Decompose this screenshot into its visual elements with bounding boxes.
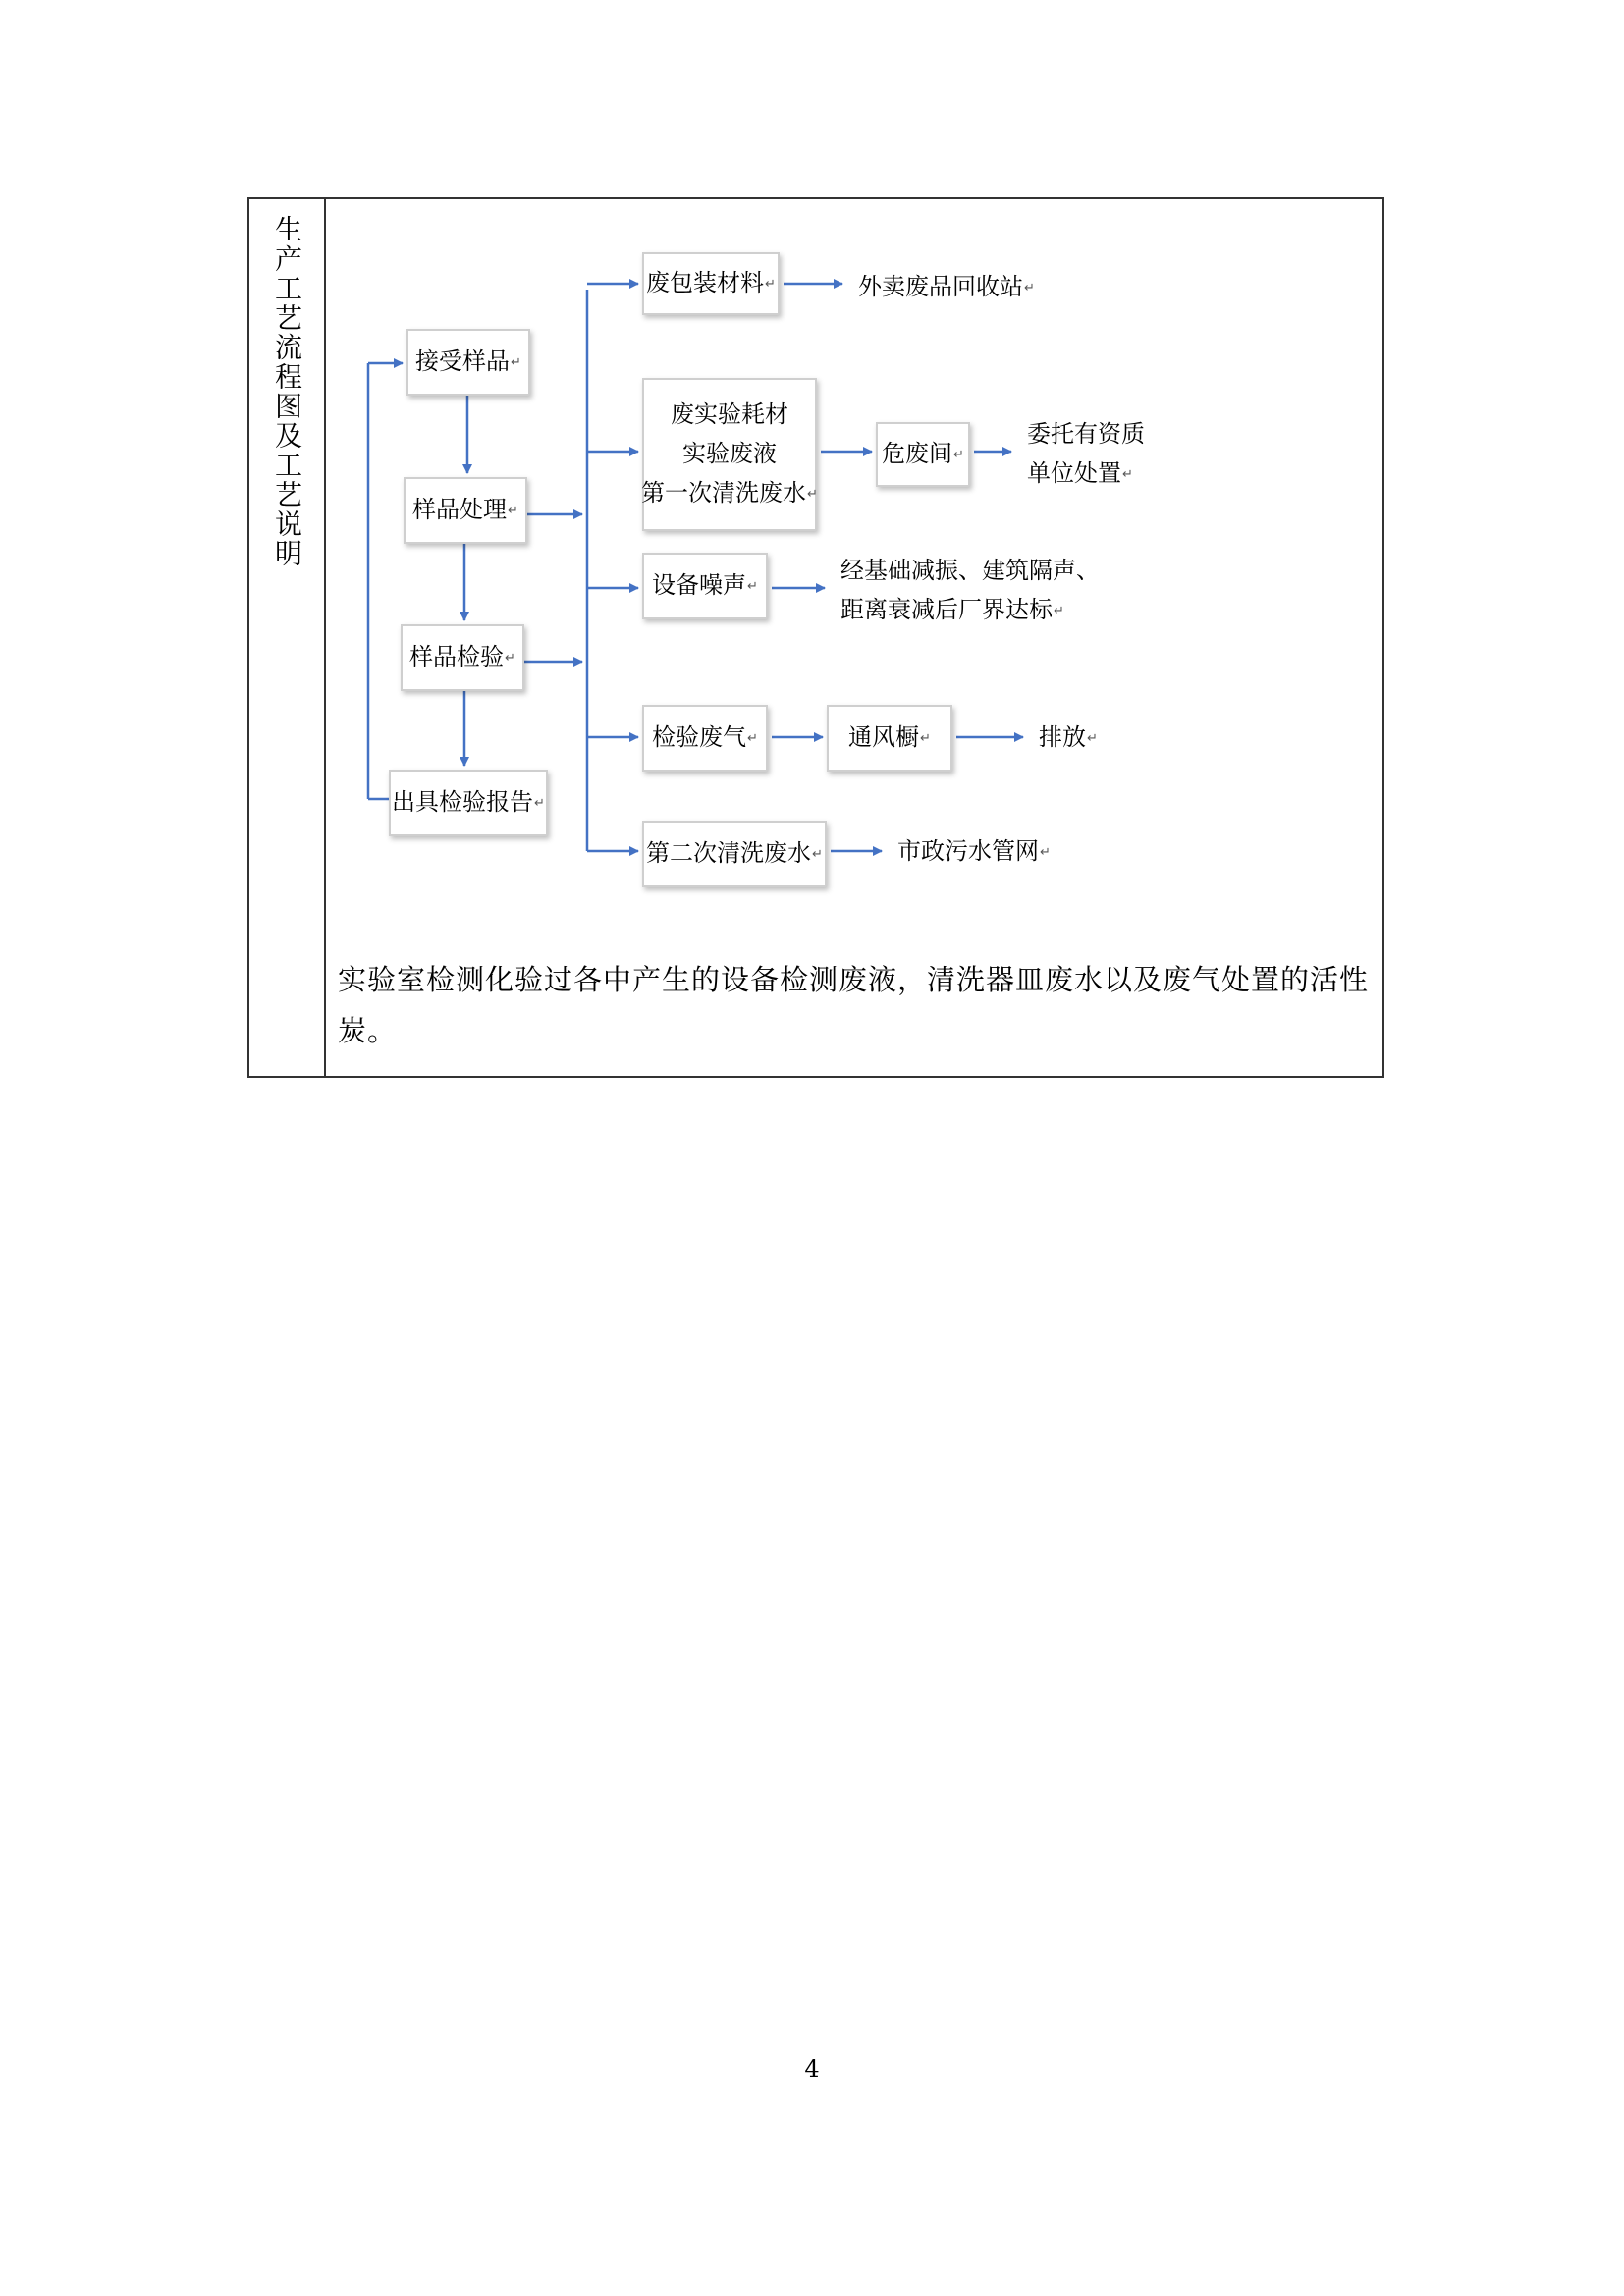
main-step-1-text: 接受样品↵	[415, 347, 521, 375]
branch-2-source-text: 第一次清洗废水↵	[641, 479, 818, 507]
branch-2-source	[642, 378, 817, 531]
return-mark: ↵	[765, 277, 776, 292]
branch-1-destination-text: 外卖废品回收站↵	[858, 273, 1035, 300]
branch-2-source-text: 实验废液	[682, 440, 777, 467]
branch-2-stage-text: 危废间↵	[882, 440, 964, 467]
branch-4-destination-text: 排放↵	[1039, 723, 1098, 751]
branch-5-destination-text: 市政污水管网↵	[897, 837, 1051, 865]
return-mark: ↵	[953, 448, 964, 462]
process-description: 实验室检测化验过各中产生的设备检测废液，清洗器皿废水以及废气处置的活性炭。	[338, 963, 1370, 1047]
branch-4-stage-text: 通风橱↵	[848, 723, 931, 751]
main-step-1	[406, 329, 530, 396]
branch-3-destination	[840, 551, 1100, 631]
branch-4-stage	[827, 705, 952, 772]
branch-5-source	[642, 821, 827, 887]
page-number: 4	[804, 2056, 820, 2083]
branch-3-destination-text: 经基础减振、建筑隔声、	[840, 557, 1100, 584]
branch-2-destination-text: 单位处置↵	[1027, 459, 1133, 487]
return-mark: ↵	[812, 847, 823, 862]
main-step-4	[389, 770, 548, 836]
return-mark: ↵	[807, 487, 818, 502]
return-mark: ↵	[1087, 731, 1098, 746]
return-mark: ↵	[920, 731, 931, 746]
return-mark: ↵	[505, 651, 515, 666]
branch-5-source-text: 第二次清洗废水↵	[646, 839, 823, 867]
return-mark: ↵	[747, 731, 758, 746]
branch-4-source	[642, 705, 768, 772]
return-mark: ↵	[511, 355, 521, 370]
branch-3-source	[642, 553, 768, 619]
main-step-3-text: 样品检验↵	[409, 643, 515, 670]
branch-4-source-text: 检验废气↵	[652, 723, 758, 751]
branch-1-destination	[858, 267, 1035, 308]
branch-1-source	[642, 252, 780, 315]
branch-5-destination	[897, 831, 1051, 873]
main-step-3	[401, 624, 524, 691]
section-label: 生产工艺流程图及工艺说明	[271, 215, 303, 568]
branch-3-source-text: 设备噪声↵	[652, 571, 758, 599]
branch-2-stage	[876, 422, 970, 487]
return-mark: ↵	[508, 504, 518, 518]
return-mark: ↵	[1040, 845, 1051, 860]
section-label-cell	[249, 199, 326, 1076]
branch-2-destination	[1027, 414, 1145, 495]
main-step-4-text: 出具检验报告↵	[392, 788, 545, 816]
return-mark: ↵	[534, 796, 545, 811]
branch-4-destination	[1039, 718, 1098, 759]
return-mark: ↵	[1122, 467, 1133, 482]
return-mark: ↵	[1024, 281, 1035, 295]
main-step-2-text: 样品处理↵	[412, 496, 518, 523]
main-step-2	[404, 477, 527, 544]
branch-3-destination-text: 距离衰减后厂界达标↵	[840, 596, 1064, 623]
branch-1-source-text: 废包装材料↵	[646, 269, 776, 296]
return-mark: ↵	[1054, 604, 1064, 618]
branch-2-source-text: 废实验耗材	[671, 400, 788, 428]
return-mark: ↵	[747, 579, 758, 594]
branch-2-destination-text: 委托有资质	[1027, 420, 1145, 448]
